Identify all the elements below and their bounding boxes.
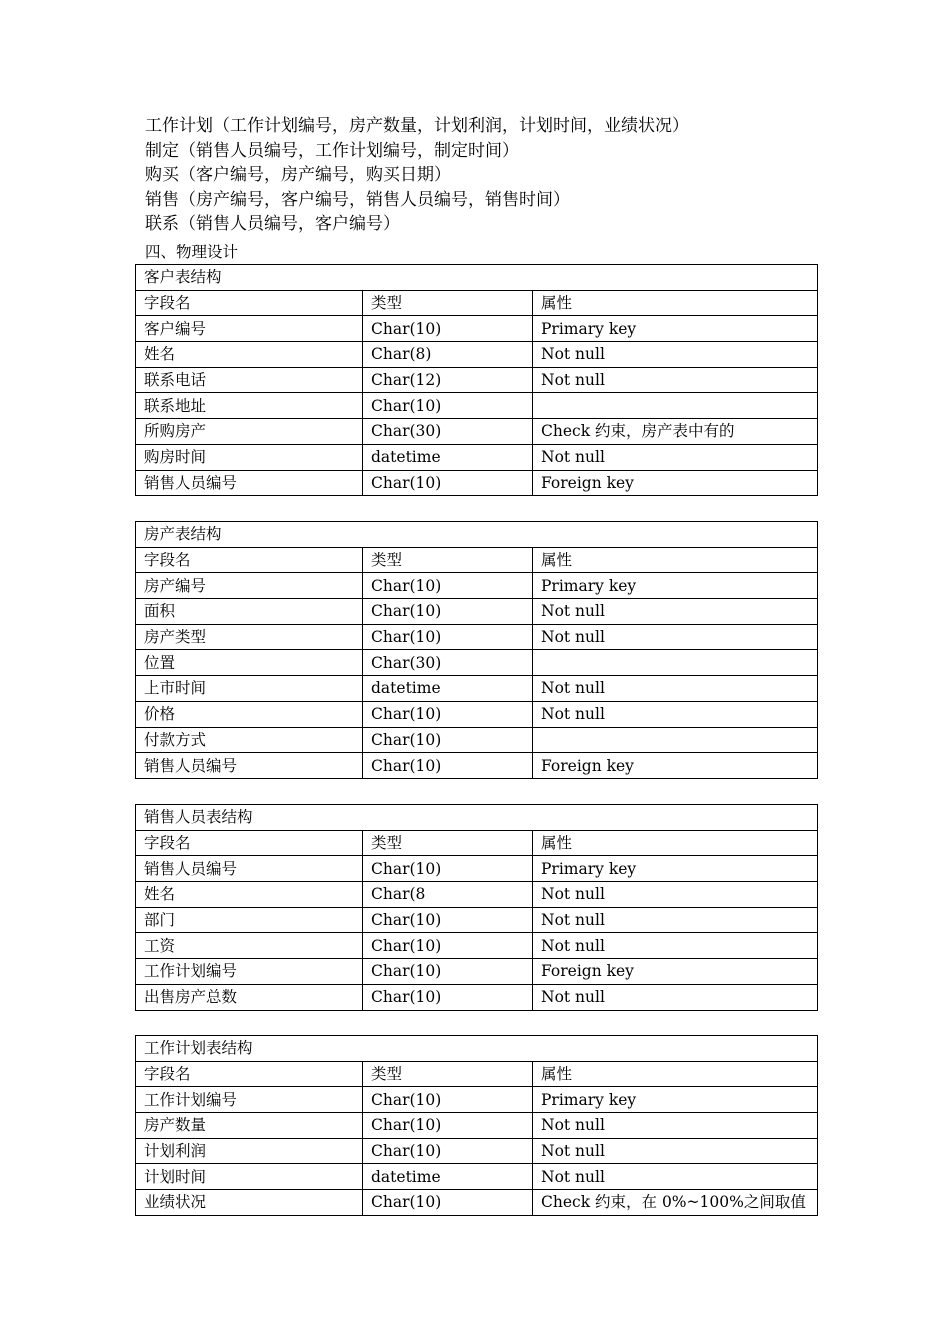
cell-type: Char(30) (363, 650, 533, 676)
table-row (136, 342, 818, 368)
table-row (136, 1138, 818, 1164)
cell-field: 工作计划编号 (136, 959, 363, 985)
cell-attribute: Not null (533, 984, 818, 1010)
table-title-row (136, 522, 818, 548)
table-header-row (136, 1061, 818, 1087)
cell-attribute: Not null (533, 701, 818, 727)
cell-type: datetime (363, 1164, 533, 1190)
cell-attribute: Not null (533, 624, 818, 650)
cell-field: 房产类型 (136, 624, 363, 650)
header-field-name: 字段名 (136, 547, 363, 573)
table-row (136, 856, 818, 882)
cell-attribute: Not null (533, 1138, 818, 1164)
cell-type: Char(10) (363, 701, 533, 727)
table-row (136, 933, 818, 959)
relation-line-formulate: 制定（销售人员编号，工作计划编号，制定时间） (145, 140, 519, 161)
table-header-row (136, 830, 818, 856)
header-field-name: 字段名 (136, 1061, 363, 1087)
cell-field: 计划利润 (136, 1138, 363, 1164)
table-row (136, 599, 818, 625)
table-header-row (136, 547, 818, 573)
cell-attribute: Primary key (533, 1087, 818, 1113)
cell-attribute: Not null (533, 367, 818, 393)
cell-field: 出售房产总数 (136, 984, 363, 1010)
customer-table (135, 264, 818, 496)
table-row (136, 882, 818, 908)
table-row (136, 624, 818, 650)
cell-field: 销售人员编号 (136, 470, 363, 496)
table-title: 客户表结构 (136, 265, 818, 291)
cell-attribute: Not null (533, 599, 818, 625)
relation-line-work-plan: 工作计划（工作计划编号，房产数量，计划利润，计划时间，业绩状况） (145, 116, 689, 136)
cell-type: Char(10) (363, 753, 533, 779)
cell-type: Char(8) (363, 342, 533, 368)
table-title-row (136, 265, 818, 291)
cell-type: Char(10) (363, 984, 533, 1010)
cell-field: 计划时间 (136, 1164, 363, 1190)
cell-field: 联系地址 (136, 393, 363, 419)
property-table (135, 521, 818, 779)
cell-type: Char(10) (363, 573, 533, 599)
cell-field: 面积 (136, 599, 363, 625)
entity-relation-list (145, 114, 825, 237)
table-row (136, 984, 818, 1010)
header-type: 类型 (363, 547, 533, 573)
cell-field: 房产数量 (136, 1113, 363, 1139)
cell-attribute: Not null (533, 907, 818, 933)
table-title: 房产表结构 (136, 522, 818, 548)
table-row (136, 676, 818, 702)
cell-field: 联系电话 (136, 367, 363, 393)
cell-type: Char(10) (363, 316, 533, 342)
header-attribute: 属性 (533, 830, 818, 856)
cell-attribute: Not null (533, 1113, 818, 1139)
cell-attribute: Not null (533, 882, 818, 908)
table-row (136, 959, 818, 985)
table-title: 工作计划表结构 (136, 1036, 818, 1062)
header-field-name: 字段名 (136, 830, 363, 856)
cell-attribute: Not null (533, 676, 818, 702)
table-row (136, 650, 818, 676)
cell-field: 姓名 (136, 882, 363, 908)
section-heading: 四、物理设计 (145, 243, 239, 261)
work-plan-table (135, 1035, 818, 1216)
cell-type: Char(12) (363, 367, 533, 393)
relation-line-sale: 销售（房产编号，客户编号，销售人员编号，销售时间） (145, 189, 570, 210)
table-header-row (136, 290, 818, 316)
cell-attribute: Check 约束，在 0%~100%之间取值 (533, 1190, 818, 1216)
table-row (136, 419, 818, 445)
table-title-row (136, 805, 818, 831)
cell-attribute: Check 约束，房产表中有的 (533, 419, 818, 445)
cell-attribute: Primary key (533, 856, 818, 882)
cell-field: 位置 (136, 650, 363, 676)
cell-attribute: Foreign key (533, 959, 818, 985)
relation-line-purchase: 购买（客户编号，房产编号，购买日期） (145, 165, 451, 185)
table-row (136, 1190, 818, 1216)
cell-attribute: Foreign key (533, 470, 818, 496)
cell-type: datetime (363, 444, 533, 470)
cell-type: Char(10) (363, 933, 533, 959)
cell-field: 价格 (136, 701, 363, 727)
table-row (136, 316, 818, 342)
table-row (136, 367, 818, 393)
cell-field: 所购房产 (136, 419, 363, 445)
cell-type: Char(10) (363, 624, 533, 650)
cell-attribute (533, 727, 818, 753)
cell-attribute: Not null (533, 444, 818, 470)
cell-type: Char(10) (363, 727, 533, 753)
cell-type: Char(10) (363, 393, 533, 419)
cell-field: 姓名 (136, 342, 363, 368)
table-row (136, 444, 818, 470)
cell-type: Char(30) (363, 419, 533, 445)
header-attribute: 属性 (533, 547, 818, 573)
cell-field: 房产编号 (136, 573, 363, 599)
relation-line-contact: 联系（销售人员编号，客户编号） (145, 214, 400, 234)
cell-field: 上市时间 (136, 676, 363, 702)
cell-type: Char(8 (363, 882, 533, 908)
cell-field: 工作计划编号 (136, 1087, 363, 1113)
header-type: 类型 (363, 830, 533, 856)
cell-type: Char(10) (363, 1138, 533, 1164)
cell-type: Char(10) (363, 959, 533, 985)
table-row (136, 907, 818, 933)
cell-attribute: Not null (533, 1164, 818, 1190)
cell-field: 购房时间 (136, 444, 363, 470)
cell-field: 客户编号 (136, 316, 363, 342)
table-title: 销售人员表结构 (136, 805, 818, 831)
table-row (136, 470, 818, 496)
table-row (136, 753, 818, 779)
cell-field: 业绩状况 (136, 1190, 363, 1216)
cell-type: Char(10) (363, 1087, 533, 1113)
cell-type: Char(10) (363, 907, 533, 933)
cell-field: 销售人员编号 (136, 856, 363, 882)
header-field-name: 字段名 (136, 290, 363, 316)
table-row (136, 701, 818, 727)
cell-field: 部门 (136, 907, 363, 933)
header-type: 类型 (363, 290, 533, 316)
cell-attribute: Foreign key (533, 753, 818, 779)
header-attribute: 属性 (533, 290, 818, 316)
header-attribute: 属性 (533, 1061, 818, 1087)
cell-attribute (533, 650, 818, 676)
cell-field: 销售人员编号 (136, 753, 363, 779)
header-type: 类型 (363, 1061, 533, 1087)
salesperson-table (135, 804, 818, 1011)
cell-attribute: Not null (533, 342, 818, 368)
cell-type: Char(10) (363, 599, 533, 625)
table-row (136, 393, 818, 419)
table-row (136, 1087, 818, 1113)
cell-type: Char(10) (363, 470, 533, 496)
table-title-row (136, 1036, 818, 1062)
cell-field: 工资 (136, 933, 363, 959)
cell-type: Char(10) (363, 1113, 533, 1139)
cell-type: Char(10) (363, 1190, 533, 1216)
cell-attribute: Primary key (533, 573, 818, 599)
cell-attribute: Not null (533, 933, 818, 959)
cell-type: Char(10) (363, 856, 533, 882)
table-row (136, 1113, 818, 1139)
cell-attribute: Primary key (533, 316, 818, 342)
cell-type: datetime (363, 676, 533, 702)
table-row (136, 573, 818, 599)
cell-attribute (533, 393, 818, 419)
table-row (136, 1164, 818, 1190)
cell-field: 付款方式 (136, 727, 363, 753)
table-row (136, 727, 818, 753)
